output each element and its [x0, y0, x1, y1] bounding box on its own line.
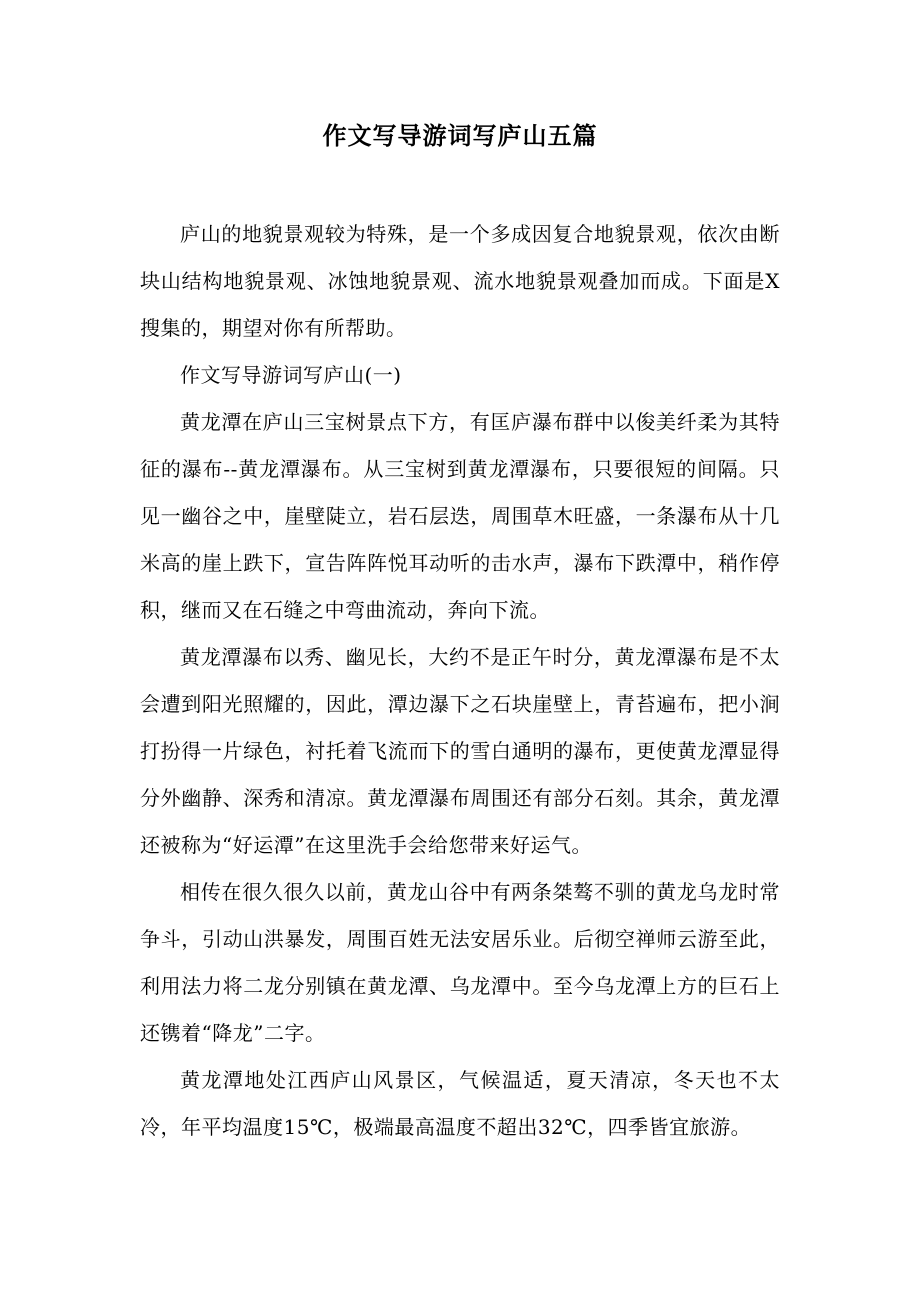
body-paragraph: 黄龙潭在庐山三宝树景点下方，有匡庐瀑布群中以俊美纤柔为其特征的瀑布--黄龙潭瀑布。从三宝树到黄龙潭瀑布，只要很短的间隔。只见一幽谷之中，崖壁陡立，岩石层迭，周围草木旺盛，一条瀑布从十几米高的崖上跌下，宣告阵阵悦耳动听的击水声，瀑布下跌潭中，稍作停积，继而又在石缝之中弯曲流动，奔向下流。: [140, 410, 780, 622]
body-paragraph: 黄龙潭地处江西庐山风景区，气候温适，夏天清凉，冬天也不太冷，年平均温度15℃，极端最高温度不超出32℃，四季皆宜旅游。: [140, 1068, 780, 1139]
body-paragraph: 黄龙潭瀑布以秀、幽见长，大约不是正午时分，黄龙潭瀑布是不太会遭到阳光照耀的，因此，潭边瀑下之石块崖壁上，青苔遍布，把小涧打扮得一片绿色，衬托着飞流而下的雪白通明的瀑布，更使黄龙潭显得分外幽静、深秀和清凉。黄龙潭瀑布周围还有部分石刻。其余，黄龙潭还被称为“好运潭”在这里洗手会给您带来好运气。: [140, 645, 780, 857]
body-paragraph: 相传在很久很久以前，黄龙山谷中有两条桀骜不驯的黄龙乌龙时常争斗，引动山洪暴发，周围百姓无法安居乐业。后彻空禅师云游至此，利用法力将二龙分别镇在黄龙潭、乌龙潭中。至今乌龙潭上方的巨石上还镌着“降龙”二字。: [140, 880, 780, 1045]
document-title: 作文写导游词写庐山五篇: [322, 121, 598, 150]
document-body: [140, 211, 780, 1151]
intro-paragraph: 庐山的地貌景观较为特殊，是一个多成因复合地貌景观，依次由断块山结构地貌景观、冰蚀地貌景观、流水地貌景观叠加而成。下面是X搜集的，期望对你有所帮助。: [140, 222, 780, 340]
section-heading: 作文写导游词写庐山(一): [180, 363, 402, 387]
